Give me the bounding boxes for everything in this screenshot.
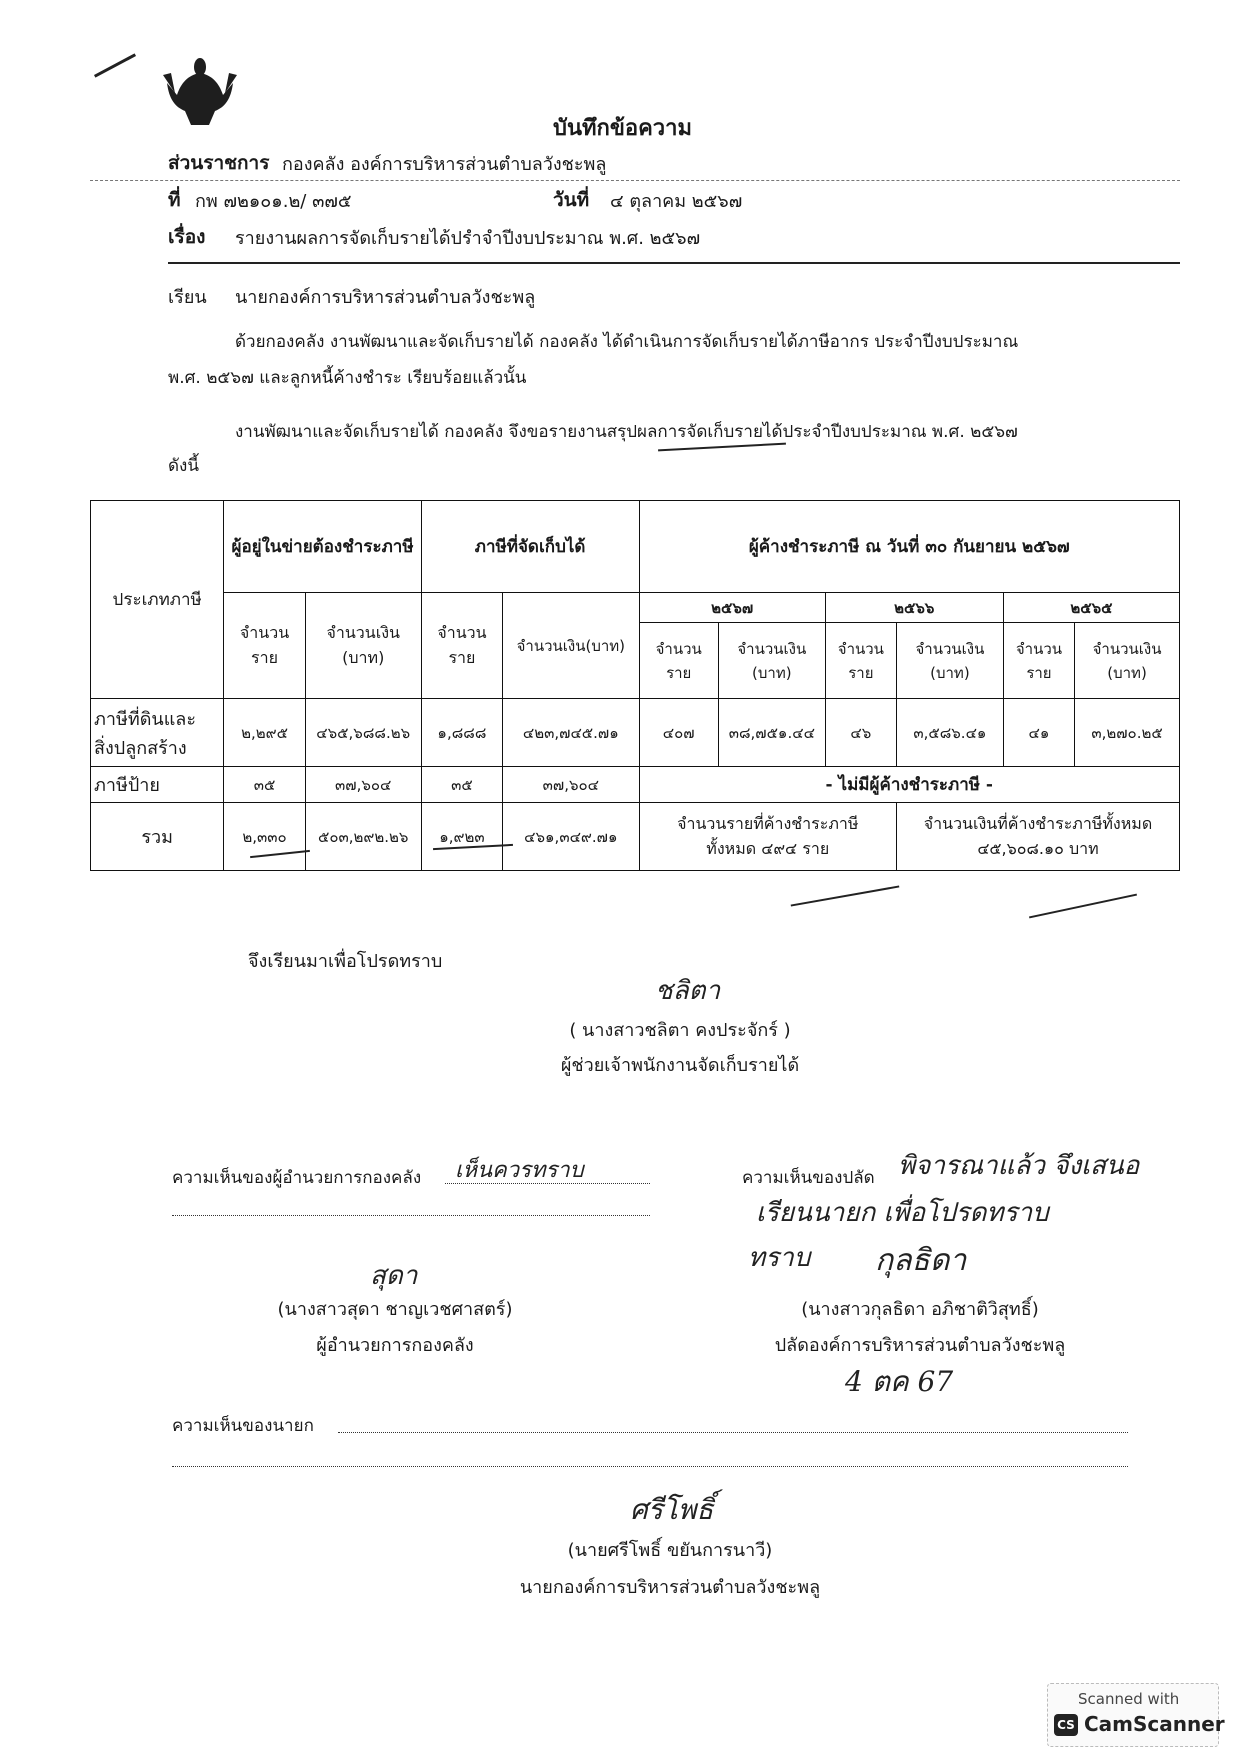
header-count: จำนวน ราย <box>421 593 502 699</box>
signature-1: ชลิตา <box>655 976 721 1006</box>
opinion-clerk-label: ความเห็นของปลัด <box>742 1168 875 1188</box>
subject-label: เรื่อง <box>168 226 206 248</box>
table-cell: ๔๒๓,๗๔๕.๗๑ <box>503 699 639 767</box>
scanner-line-2: CamScanner <box>1084 1712 1225 1736</box>
signer-4-position: นายกองค์การบริหารส่วนตำบลวังชะพลู <box>519 1577 821 1598</box>
header-count: จำนวน ราย <box>639 623 718 699</box>
margin-pen-mark <box>94 53 136 77</box>
total-arrears-count: จำนวนรายที่ค้างชำระภาษี ทั้งหมด ๔๙๔ ราย <box>639 803 896 871</box>
signer-4-name: (นายศรีโพธิ์ ขยันการนาวี) <box>567 1540 773 1561</box>
header-collected: ภาษีที่จัดเก็บได้ <box>421 501 639 593</box>
header-tax-type: ประเภทภาษี <box>91 501 224 699</box>
opinion-mayor-label: ความเห็นของนายก <box>172 1416 314 1436</box>
table-cell: ๓๕ <box>224 767 305 803</box>
table-cell: ๒,๒๙๕ <box>224 699 305 767</box>
header-count: จำนวน ราย <box>224 593 305 699</box>
signer-3-name: (นางสาวกุลธิดา อภิชาติวิสุทธิ์) <box>801 1299 1039 1320</box>
signature-4: ศรีโพธิ์ <box>630 1493 714 1526</box>
ref-label: ที่ <box>168 189 181 211</box>
table-cell: ๓,๕๘๖.๔๑ <box>896 699 1003 767</box>
table-cell: ๔๖๕,๖๘๘.๒๖ <box>305 699 421 767</box>
header-payers: ผู้อยู่ในข่ายต้องชำระภาษี <box>224 501 421 593</box>
agency-dotted-line <box>90 180 1180 181</box>
clerk-handwritten-note-2: เรียนนายก เพื่อโปรดทราบ <box>756 1198 1049 1228</box>
director-handwritten-note: เห็นควรทราบ <box>455 1158 584 1183</box>
header-year-2565: ๒๕๖๕ <box>1003 593 1179 623</box>
to-value: นายกองค์การบริหารส่วนตำบลวังชะพลู <box>235 287 536 308</box>
signer-2-name: (นางสาวสุดา ชาญเวชศาสตร์) <box>277 1299 513 1320</box>
opinion-mayor-line <box>338 1432 1128 1433</box>
agency-label: ส่วนราชการ <box>168 152 270 174</box>
header-amount: จำนวนเงิน (บาท) <box>1075 623 1180 699</box>
paragraph-1-line-1: ด้วยกองคลัง งานพัฒนาและจัดเก็บรายได้ กองคลัง ได้ดำเนินการจัดเก็บรายได้ภาษีอากร ประจำปีงบประมาณ <box>235 332 1019 352</box>
scanner-line-1: Scanned with <box>1078 1690 1180 1708</box>
pen-mark <box>1029 894 1137 919</box>
header-amount: จำนวนเงิน (บาท) <box>896 623 1003 699</box>
page-edge-crop <box>1180 495 1240 895</box>
header-arrears: ผู้ค้างชำระภาษี ณ วันที่ ๓๐ กันยายน ๒๕๖๗ <box>639 501 1179 593</box>
signer-1-position: ผู้ช่วยเจ้าพนักงานจัดเก็บรายได้ <box>560 1055 800 1076</box>
signer-3-position: ปลัดองค์การบริหารส่วนตำบลวังชะพลู <box>774 1335 1066 1356</box>
header-year-2566: ๒๕๖๖ <box>825 593 1003 623</box>
handwritten-date: 4 ตค 67 <box>845 1365 954 1398</box>
header-amount: จำนวนเงิน (บาท) <box>718 623 825 699</box>
row-label-land-tax: ภาษีที่ดินและ สิ่งปลูกสร้าง <box>91 699 224 767</box>
clerk-handwritten-note-1: พิจารณาแล้ว จึงเสนอ <box>898 1151 1140 1181</box>
closing-text: จึงเรียนมาเพื่อโปรดทราบ <box>248 951 443 972</box>
header-count: จำนวน ราย <box>825 623 896 699</box>
paragraph-2-line-2: ดังนี้ <box>168 456 199 476</box>
table-cell: ๔๐๗ <box>639 699 718 767</box>
table-cell: ๓,๒๗๐.๒๕ <box>1075 699 1180 767</box>
signer-2-position: ผู้อำนวยการกองคลัง <box>316 1335 474 1356</box>
tax-summary-table <box>90 500 1180 871</box>
table-cell: ๓๘,๗๕๑.๔๔ <box>718 699 825 767</box>
ref-value: กพ ๗๒๑๐๑.๒/ ๓๗๕ <box>195 191 352 212</box>
total-arrears-amount: จำนวนเงินที่ค้างชำระภาษีทั้งหมด ๔๕,๖๐๘.๑๐ บาท <box>896 803 1179 871</box>
garuda-emblem-icon <box>163 55 238 127</box>
table-cell: ๓๗,๖๐๔ <box>305 767 421 803</box>
no-arrears-note: - ไม่มีผู้ค้างชำระภาษี - <box>639 767 1179 803</box>
header-year-2567: ๒๕๖๗ <box>639 593 825 623</box>
table-cell: ๓๕ <box>421 767 502 803</box>
signer-1-name: ( นางสาวชลิตา คงประจักร์ ) <box>569 1020 791 1041</box>
row-label-total: รวม <box>91 803 224 871</box>
clerk-handwritten-note-3: ทราบ <box>748 1243 811 1273</box>
opinion-director-line-2 <box>172 1215 650 1216</box>
header-count: จำนวน ราย <box>1003 623 1074 699</box>
table-cell: ๓๗,๖๐๔ <box>503 767 639 803</box>
date-label: วันที่ <box>553 189 590 211</box>
table-cell: ๕๐๓,๒๙๒.๒๖ <box>305 803 421 871</box>
agency-value: กองคลัง องค์การบริหารส่วนตำบลวังชะพลู <box>282 154 607 175</box>
header-amount: จำนวนเงิน (บาท) <box>305 593 421 699</box>
date-value: ๔ ตุลาคม ๒๕๖๗ <box>610 191 743 212</box>
signature-3: กุลธิดา <box>875 1243 967 1278</box>
row-label-sign-tax: ภาษีป้าย <box>91 767 224 803</box>
scanner-watermark <box>1047 1683 1225 1747</box>
to-label: เรียน <box>168 287 207 308</box>
subject-value: รายงานผลการจัดเก็บรายได้ปรำจำปีงบประมาณ พ.ศ. ๒๕๖๗ <box>235 228 701 249</box>
table-cell: ๔๖๑,๓๔๙.๗๑ <box>503 803 639 871</box>
memo-title: บันทึกข้อความ <box>553 116 693 141</box>
opinion-mayor-line-2 <box>172 1466 1128 1467</box>
opinion-director-label: ความเห็นของผู้อำนวยการกองคลัง <box>172 1168 422 1188</box>
paragraph-1-line-2: พ.ศ. ๒๕๖๗ และลูกหนี้ค้างชำระ เรียบร้อยแล้วนั้น <box>168 368 527 388</box>
table-cell: ๑,๙๒๓ <box>421 803 502 871</box>
table-cell: ๔๖ <box>825 699 896 767</box>
table-cell: ๔๑ <box>1003 699 1074 767</box>
paragraph-2-line-1: งานพัฒนาและจัดเก็บรายได้ กองคลัง จึงขอรายงานสรุปผลการจัดเก็บรายได้ประจำปีงบประมาณ พ.ศ. ๒๕๖๗ <box>235 422 1018 442</box>
table-cell: ๑,๘๘๘ <box>421 699 502 767</box>
camscanner-logo-icon: CS <box>1054 1714 1078 1736</box>
header-amount: จำนวนเงิน(บาท) <box>503 593 639 699</box>
table-cell: ๒,๓๓๐ <box>224 803 305 871</box>
signature-2: สุดา <box>370 1261 418 1291</box>
header-divider <box>168 262 1180 264</box>
pen-mark <box>791 885 900 906</box>
